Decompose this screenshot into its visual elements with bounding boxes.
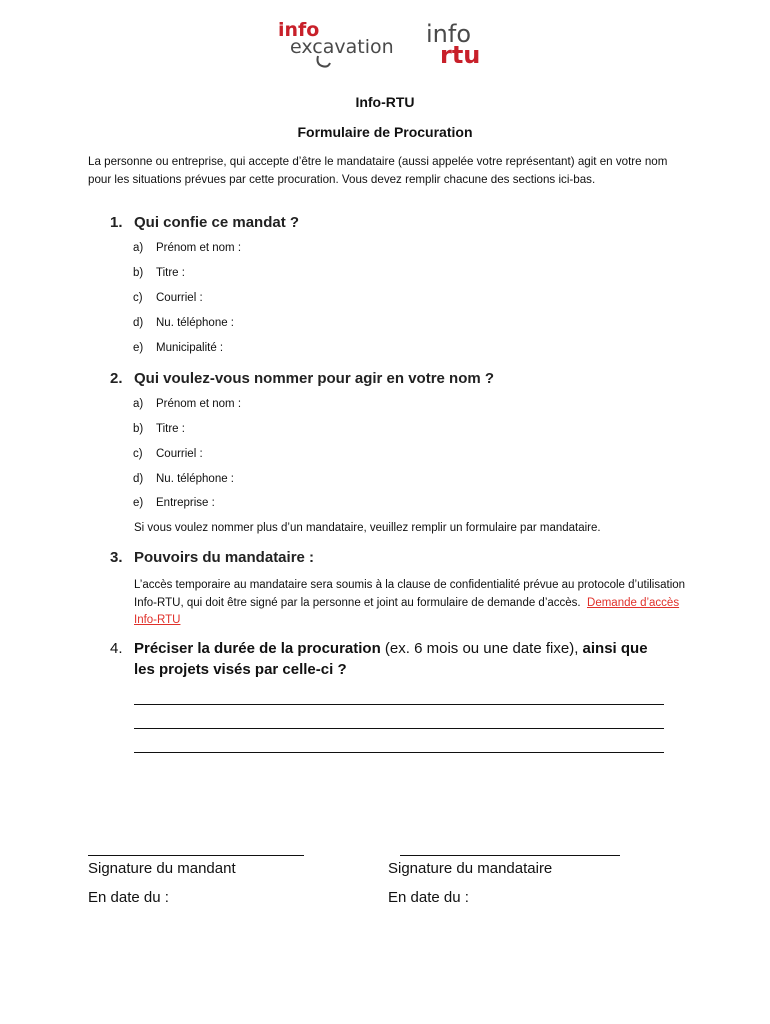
- section-1-item-d[interactable]: [133, 317, 234, 329]
- item-label: Prénom et nom :: [156, 242, 242, 254]
- section-1-title: Qui confie ce mandat ?: [134, 214, 300, 231]
- section-1-item-c[interactable]: [133, 292, 203, 304]
- item-label: Nu. téléphone :: [156, 473, 235, 485]
- section-2-item-c[interactable]: [133, 448, 203, 460]
- item-label: Courriel :: [156, 292, 203, 304]
- section-1-item-a[interactable]: [133, 242, 241, 254]
- section-1-item-e[interactable]: [133, 342, 223, 354]
- mandant-signature-line[interactable]: [88, 855, 304, 856]
- section-2-note: Si vous voulez nommer plus d’un mandataire, veuillez remplir un formulaire par mandataire.: [134, 522, 601, 534]
- section-1-number: 1.: [110, 214, 123, 231]
- info-excavation-logo: [278, 19, 394, 67]
- section-4-bold-1: Préciser la durée de la procuration: [134, 640, 381, 657]
- section-4-normal: (ex. 6 mois ou une date fixe),: [380, 640, 583, 657]
- mandant-date-label[interactable]: En date du :: [88, 889, 169, 906]
- section-4-line-2: les projets visés par celle-ci ?: [134, 661, 347, 678]
- section-3-title: Pouvoirs du mandataire :: [134, 549, 315, 566]
- item-letter: d): [133, 473, 144, 485]
- item-label: Municipalité :: [156, 342, 224, 354]
- item-letter: a): [133, 398, 144, 410]
- item-letter: d): [133, 317, 144, 329]
- section-2-heading: [110, 370, 494, 387]
- document-title: Info-RTU: [355, 94, 415, 110]
- section-2-item-d[interactable]: [133, 473, 234, 485]
- section-2-number: 2.: [110, 370, 123, 387]
- logos: [276, 16, 490, 74]
- section-3-paragraph: [134, 577, 694, 630]
- item-letter: c): [133, 292, 143, 304]
- logo1-info-text: info: [278, 19, 320, 41]
- mandataire-signature-label: Signature du mandataire: [388, 860, 553, 877]
- item-letter: c): [133, 448, 143, 460]
- logo2-info-text: info: [426, 20, 472, 48]
- item-letter: b): [133, 423, 144, 435]
- mandant-signature-label: Signature du mandant: [88, 860, 236, 877]
- duration-input-line-3[interactable]: [134, 752, 664, 753]
- access-request-link[interactable]: Demande d’accès Info-RTU: [134, 596, 680, 626]
- item-letter: b): [133, 267, 144, 279]
- section-2-item-e[interactable]: [133, 497, 215, 509]
- mandataire-date-label[interactable]: En date du :: [388, 889, 469, 906]
- intro-paragraph: La personne ou entreprise, qui accepte d’être le mandataire (aussi appelée votre représentant) agit en votre nom pour les situations prévues par cette procuration. Vous devez remplir chacune des sections ici-bas.: [88, 155, 668, 186]
- item-label: Courriel :: [156, 448, 203, 460]
- section-3-heading: [110, 549, 314, 566]
- section-2-item-a[interactable]: [133, 398, 241, 410]
- section-3-number: 3.: [110, 549, 123, 566]
- item-label: Entreprise :: [156, 497, 215, 509]
- info-rtu-logo: [426, 20, 480, 69]
- duration-input-line-1[interactable]: [134, 704, 664, 705]
- section-1-item-b[interactable]: [133, 267, 185, 279]
- section-2-item-b[interactable]: [133, 423, 185, 435]
- section-2-title: Qui voulez-vous nommer pour agir en votre nom ?: [134, 370, 495, 387]
- section-4-number: 4.: [110, 640, 123, 657]
- item-letter: a): [133, 242, 144, 254]
- item-label: Titre :: [156, 423, 185, 435]
- duration-input-line-2[interactable]: [134, 728, 664, 729]
- item-label: Nu. téléphone :: [156, 317, 235, 329]
- logo2-rtu-text: rtu: [440, 41, 481, 69]
- section-3-text: L’accès temporaire au mandataire sera soumis à la clause de confidentialité prévue au protocole d’utilisation Info-RTU, qui doit être signé par la personne et joint au formulaire de demande d’accès.: [134, 579, 686, 609]
- mandataire-signature-line[interactable]: [400, 855, 620, 856]
- logo1-excavation-text: excavation: [290, 36, 394, 58]
- section-1-heading: [110, 214, 299, 231]
- item-label: Prénom et nom :: [156, 398, 242, 410]
- section-4-bold-2: ainsi que: [582, 640, 648, 657]
- document-subtitle: Formulaire de Procuration: [297, 124, 473, 140]
- item-letter: e): [133, 497, 144, 509]
- item-label: Titre :: [156, 267, 185, 279]
- item-letter: e): [133, 342, 144, 354]
- section-4-heading: [110, 638, 700, 680]
